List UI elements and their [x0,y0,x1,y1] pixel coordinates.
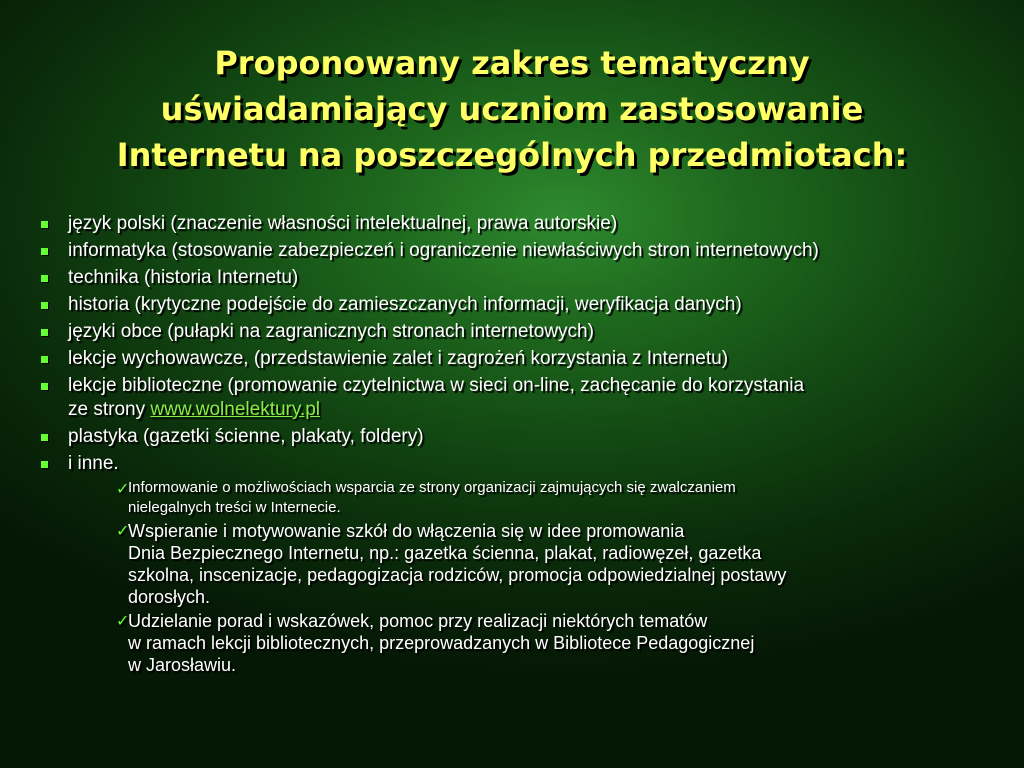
sub-item-text: Wspieranie i motywowanie szkół do włączenia się w idee promowania [128,521,685,541]
bullet-text: języki obce (pułapki na zagranicznych stronach internetowych) [68,321,594,342]
square-bullet-icon [41,221,48,228]
sub-item-text: Udzielanie porad i wskazówek, pomoc przy realizacji niektórych tematów [128,611,708,631]
bullet-text: ze strony [68,399,151,420]
bullet-item [40,266,990,290]
checkmark-icon: ✓ [116,521,130,540]
bullet-item [40,239,990,263]
sub-item-text: szkolna, inscenizacje, pedagogizacja rodziców, promocja odpowiedzialnej postawy [128,565,787,585]
bullet-list [40,212,990,676]
bullet-text: lekcje wychowawcze, (przedstawienie zalet i zagrożeń korzystania z Internetu) [68,348,729,369]
bullet-text: historia (krytyczne podejście do zamieszczanych informacji, weryfikacja danych) [68,294,742,315]
title-line: uświadamiający uczniom zastosowanie [160,90,864,128]
sub-item [68,520,990,608]
bullet-text: lekcje biblioteczne (promowanie czytelnictwa w sieci on-line, zachęcanie do korzystania [68,375,805,396]
sub-item-text: w Jarosławiu. [128,655,237,675]
bullet-item [40,452,990,676]
wolnelektury-link[interactable]: www.wolnelektury.pl [150,399,321,420]
bullet-item [40,347,990,371]
square-bullet-icon [41,383,48,390]
bullet-item [40,425,990,449]
bullet-text: i inne. [68,453,119,474]
checkmark-icon: ✓ [116,479,130,498]
checkmark-icon: ✓ [116,611,130,630]
bullet-text: język polski (znaczenie własności intelektualnej, prawa autorskie) [68,213,618,234]
sub-item [68,610,990,676]
square-bullet-icon [41,275,48,282]
square-bullet-icon [41,302,48,309]
bullet-item [40,320,990,344]
square-bullet-icon [41,434,48,441]
square-bullet-icon [41,356,48,363]
sub-item-text: Informowanie o możliwościach wsparcia ze strony organizacji zajmujących się zwalczaniem [128,479,736,496]
slide-title [40,40,984,178]
sub-item-text: Dnia Bezpiecznego Internetu, np.: gazetka ścienna, plakat, radiowęzeł, gazetka [128,543,762,563]
bullet-text: plastyka (gazetki ścienne, plakaty, foldery) [68,426,424,447]
sub-item-text: nielegalnych treści w Internecie. [128,499,341,516]
sub-item [68,478,990,518]
title-line: Proponowany zakres tematyczny [214,44,810,82]
sub-list [68,478,990,676]
title-line: Internetu na poszczególnych przedmiotach: [116,136,908,174]
bullet-text: informatyka (stosowanie zabezpieczeń i ograniczenie niewłaściwych stron internetowych) [68,240,819,261]
bullet-item [40,212,990,236]
bullet-text-continued [68,398,990,422]
bullet-item [40,374,990,422]
square-bullet-icon [41,461,48,468]
square-bullet-icon [41,329,48,336]
square-bullet-icon [41,248,48,255]
bullet-text: technika (historia Internetu) [68,267,299,288]
slide-content [40,212,990,679]
bullet-item [40,293,990,317]
sub-item-text: w ramach lekcji bibliotecznych, przeprowadzanych w Bibliotece Pedagogicznej [128,633,755,653]
sub-item-text: dorosłych. [128,587,211,607]
